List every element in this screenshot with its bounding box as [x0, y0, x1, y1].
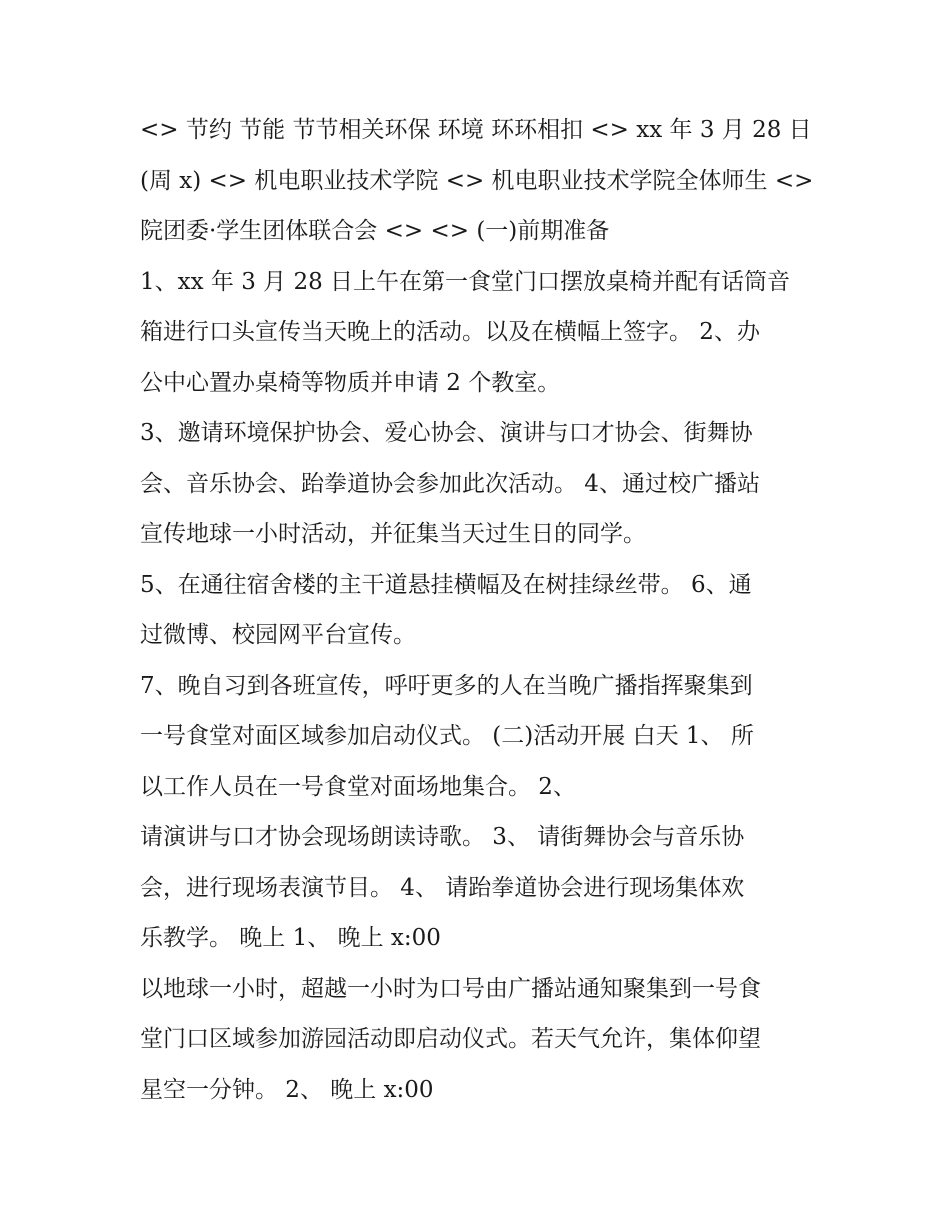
text-line: 以地球一小时，超越一小时为口号由广播站通知聚集到一号食	[140, 975, 761, 1002]
text-line: 堂门口区域参加游园活动即启动仪式。若天气允许，集体仰望	[140, 1026, 761, 1052]
text-line: (周 x) <> 机电职业技术学院 <> 机电职业技术学院全体师生 <>	[140, 167, 814, 194]
text-line: 乐教学。 晚上 1、 晚上 x:00	[140, 925, 441, 951]
text-line: 宣传地球一小时活动，并征集当天过生日的同学。	[140, 521, 646, 547]
text-line: 一号食堂对面区域参加启动仪式。 (二)活动开展 白天 1、 所	[140, 723, 754, 749]
text-line: 会、音乐协会、跆拳道协会参加此次活动。 4、通过校广播站	[140, 470, 760, 497]
text-line: 1、xx 年 3 月 28 日上午在第一食堂门口摆放桌椅并配有话筒音	[140, 268, 791, 295]
text-line: 3、邀请环境保护协会、爱心协会、演讲与口才协会、街舞协	[140, 420, 753, 446]
text-line: 请演讲与口才协会现场朗读诗歌。 3、 请街舞协会与音乐协	[140, 824, 745, 850]
text-line: 会，进行现场表演节目。 4、 请跆拳道协会进行现场集体欢	[140, 874, 745, 901]
text-line: 星空一分钟。 2、 晚上 x:00	[140, 1076, 434, 1103]
text-line: <> 节约 节能 节节相关环保 环境 环环相扣 <> xx 年 3 月 28 日	[140, 117, 812, 143]
text-line: 7、晚自习到各班宣传，呼吁更多的人在当晚广播指挥聚集到	[140, 672, 753, 699]
text-line: 以工作人员在一号食堂对面场地集合。 2、	[140, 773, 576, 800]
text-line: 院团委·学生团体联合会 <> <> (一)前期准备	[140, 218, 610, 244]
document-body	[140, 105, 820, 1115]
text-line: 过微博、校园网平台宣传。	[140, 622, 416, 648]
text-line: 箱进行口头宣传当天晚上的活动。以及在横幅上签字。 2、办	[140, 319, 760, 345]
text-line: 5、在通往宿舍楼的主干道悬挂横幅及在树挂绿丝带。 6、通	[140, 571, 752, 598]
text-line: 公中心置办桌椅等物质并申请 2 个教室。	[140, 369, 561, 396]
